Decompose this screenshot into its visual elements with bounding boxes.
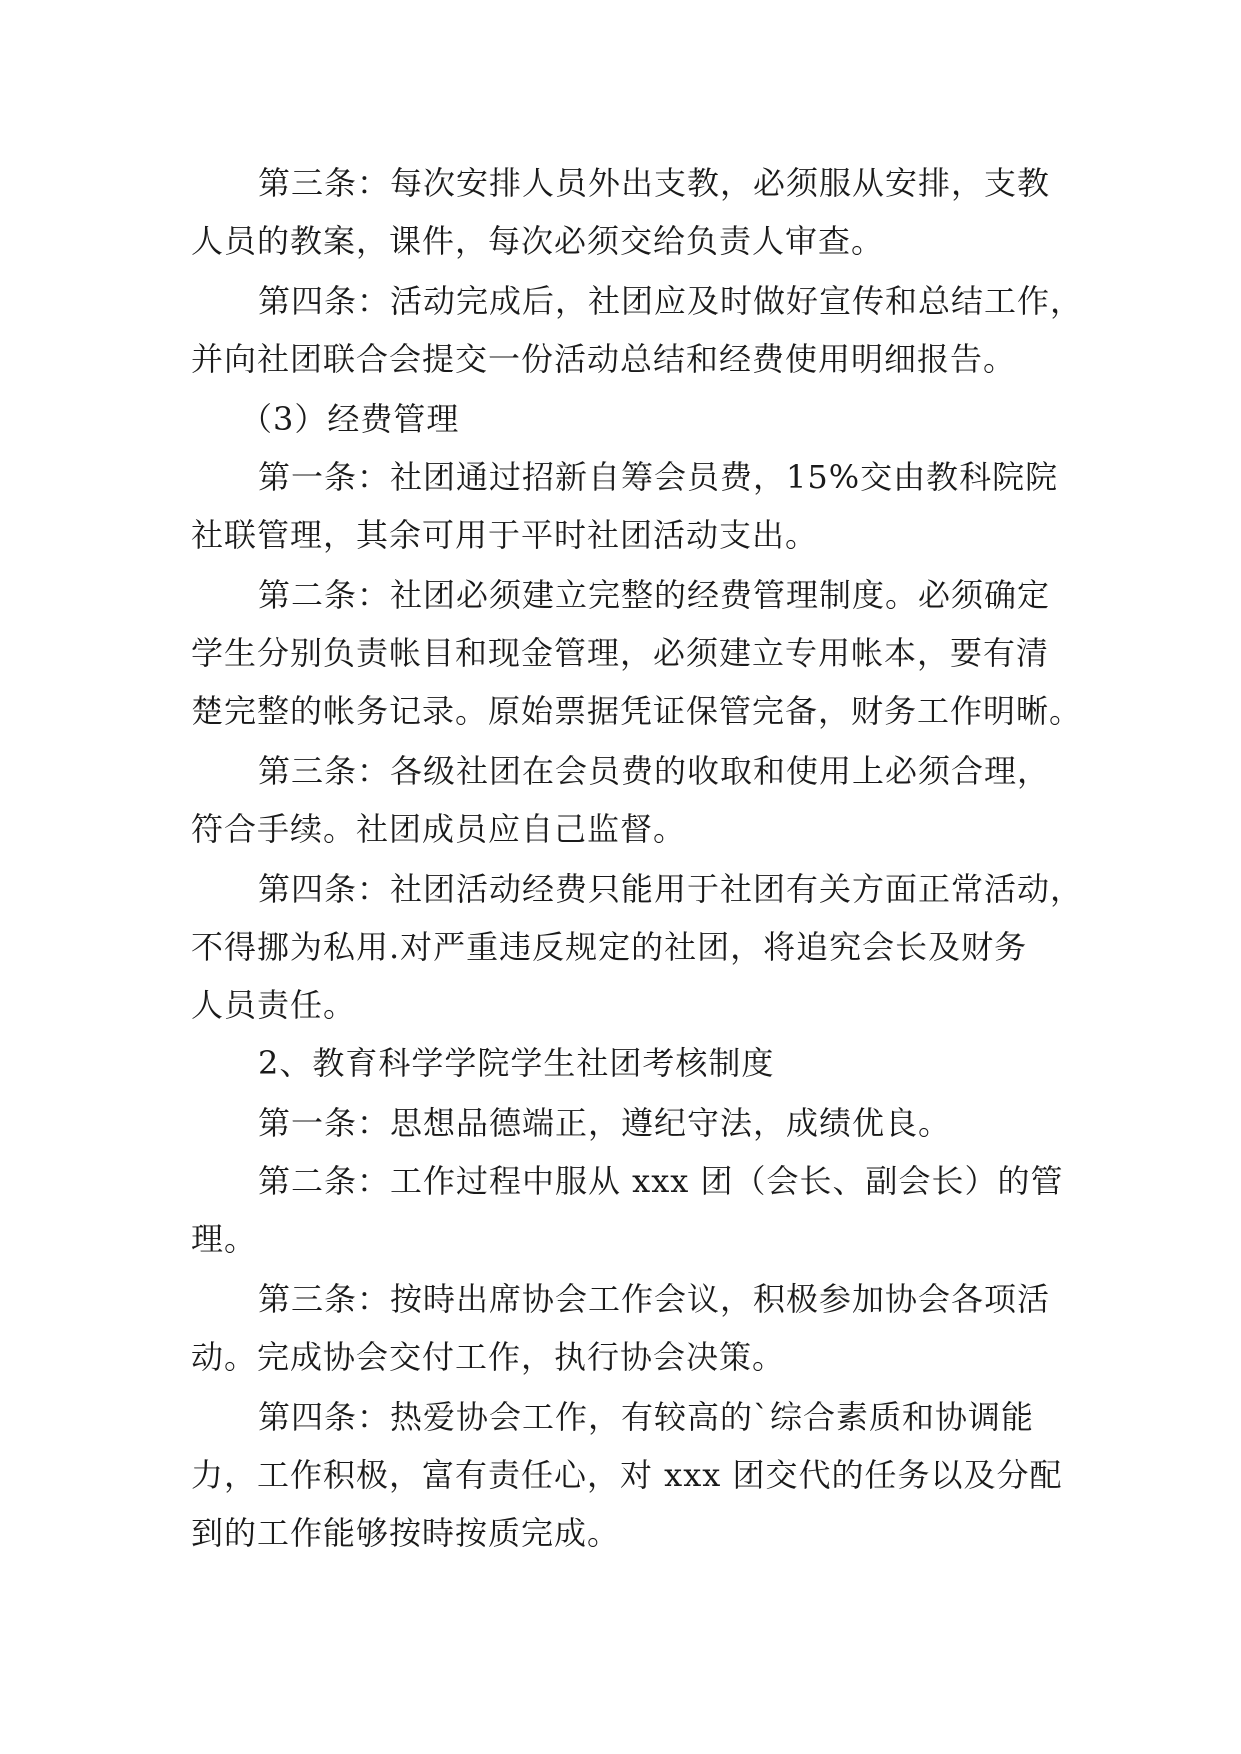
paragraph-line: 第四条：热爱协会工作，有较高的`综合素质和协调能 <box>258 1398 1035 1436</box>
paragraph-line: 第三条：每次安排人员外出支教，必须服从安排，支教 <box>258 164 1051 202</box>
paragraph-line: 符合手续。社团成员应自己监督。 <box>191 810 687 848</box>
paragraph-line: 理。 <box>191 1220 258 1258</box>
paragraph-line: 楚完整的帐务记录。原始票据凭证保管完备，财务工作明晰。 <box>191 692 1083 730</box>
paragraph-line: 第四条：活动完成后，社团应及时做好宣传和总结工作， <box>258 282 1084 320</box>
paragraph-line: 第二条：社团必须建立完整的经费管理制度。必须确定 <box>258 576 1051 614</box>
paragraph-line: 到的工作能够按時按质完成。 <box>191 1514 621 1552</box>
paragraph-line: 动。完成协会交付工作，执行协会决策。 <box>191 1338 786 1376</box>
paragraph-line: 学生分别负责帐目和现金管理，必须建立专用帐本，要有清 <box>191 634 1050 672</box>
section-heading: 2、教育科学学院学生社团考核制度 <box>258 1044 775 1082</box>
paragraph-line: 第一条：社团通过招新自筹会员费，15%交由教科院院 <box>258 458 1059 496</box>
paragraph-line: 不得挪为私用.对严重违反规定的社团，将追究会长及财务 <box>191 928 1028 966</box>
paragraph-line: 第一条：思想品德端正，遵纪守法，成绩优良。 <box>258 1104 952 1142</box>
paragraph-line: 第三条：按時出席协会工作会议，积极参加协会各项活 <box>258 1280 1051 1318</box>
paragraph-line: 人员责任。 <box>191 986 357 1024</box>
paragraph-line: 第二条：工作过程中服从 xxx 团（会长、副会长）的管 <box>258 1162 1064 1200</box>
paragraph-line: 力，工作积极，富有责任心，对 xxx 团交代的任务以及分配 <box>191 1456 1063 1494</box>
paragraph-line: 并向社团联合会提交一份活动总结和经费使用明细报告。 <box>191 340 1017 378</box>
paragraph-line: 社联管理，其余可用于平时社团活动支出。 <box>191 516 819 554</box>
paragraph-line: 人员的教案，课件，每次必须交给负责人审查。 <box>191 222 885 260</box>
section-heading: （3）经费管理 <box>240 400 460 438</box>
paragraph-line: 第三条：各级社团在会员费的收取和使用上必须合理， <box>258 752 1051 790</box>
paragraph-line: 第四条：社团活动经费只能用于社团有关方面正常活动， <box>258 870 1084 908</box>
